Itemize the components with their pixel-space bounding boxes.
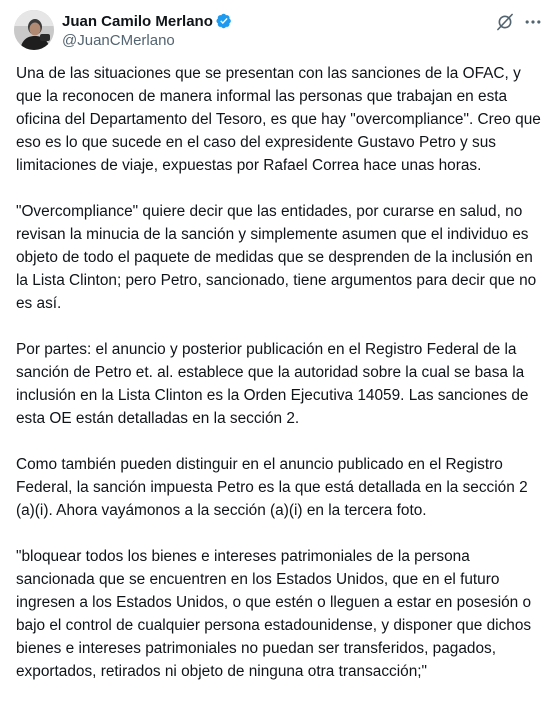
author-info bbox=[62, 11, 232, 49]
tweet-paragraph: "Overcompliance" quiere decir que las entidades, por curarse en salud, no revisan la minucia de la sanción y simplemente asumen que el individuo es objeto de todo el paquete de medidas que se desprenden de la inclusión en la Lista Clinton; pero Petro, sancionado, tiene argumentos para decir que no es así. bbox=[16, 203, 537, 312]
avatar-photo bbox=[14, 10, 54, 50]
tweet-header bbox=[0, 0, 551, 64]
handle[interactable]: @JuanCMerlano bbox=[62, 32, 175, 49]
avatar[interactable] bbox=[14, 10, 54, 50]
display-name-row bbox=[62, 11, 232, 31]
display-name[interactable]: Juan Camilo Merlano bbox=[62, 12, 213, 30]
tweet-paragraph: "bloquear todos los bienes e intereses patrimoniales de la persona sancionada que se encuentren en los Estados Unidos, que en el futuro ingresen a los Estados Unidos, o que estén o lleguen a estar en posesión o bajo el control de cualquier persona estadounidense, y disponer que dichos bienes e intereses patrimoniales no puedan ser transferidos, pagados, exportados, retirados ni objeto de ninguna otra transacción;" bbox=[16, 548, 532, 680]
more-icon[interactable] bbox=[523, 12, 543, 32]
tweet-text bbox=[16, 62, 546, 706]
tweet-paragraph: Por partes: el anuncio y posterior publicación en el Registro Federal de la sanción de Petro et. al. establece que la autoridad sobre la cual se basa la inclusión en la Lista Clinton es la Orden Ejecutiva 14059. Las sanciones de esta OE están detalladas en la sección 2. bbox=[16, 341, 529, 427]
verified-badge-icon bbox=[216, 13, 232, 29]
grok-icon[interactable] bbox=[495, 12, 515, 32]
tweet-paragraph: Como también pueden distinguir en el anuncio publicado en el Registro Federal, la sanción impuesta Petro es la que está detallada en la sección 2 (a)(i). Ahora vayámonos a la sección (a)(i) en la tercera foto. bbox=[16, 456, 528, 519]
tweet-paragraph: Una de las situaciones que se presentan con las sanciones de la OFAC, y que la reconocen de manera informal las personas que trabajan en esta oficina del Departamento del Tesoro, es que hay "overcompliance". Creo que eso es lo que sucede en el caso del expresidente Gustavo Petro y sus limitaciones de viaje, expuestas por Rafael Correa hace unas horas. bbox=[16, 65, 541, 174]
